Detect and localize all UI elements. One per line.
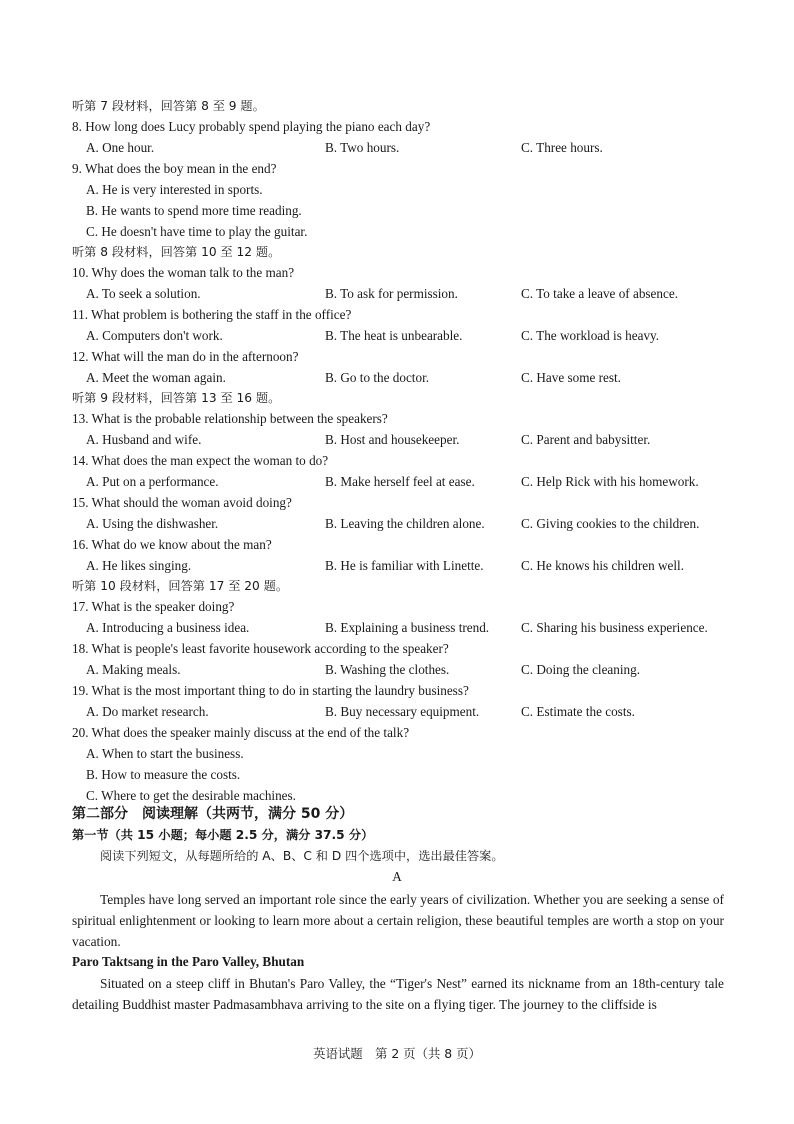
question-12: 12. What will the man do in the afternoon? xyxy=(72,349,299,364)
question-10: 10. Why does the woman talk to the man? xyxy=(72,265,295,280)
option-20b: B. How to measure the costs. xyxy=(86,767,241,782)
question-9: 9. What does the boy mean in the end? xyxy=(72,161,277,176)
passage-subheading: Paro Taktsang in the Paro Valley, Bhutan xyxy=(72,954,305,969)
option-18c: C. Doing the cleaning. xyxy=(521,662,641,677)
option-8a: A. One hour. xyxy=(86,140,155,155)
option-9a: A. He is very interested in sports. xyxy=(86,182,263,197)
option-13a: A. Husband and wife. xyxy=(86,432,202,447)
option-12a: A. Meet the woman again. xyxy=(86,370,226,385)
question-13: 13. What is the probable relationship between the speakers? xyxy=(72,411,388,426)
part-two-title: 第二部分 阅读理解（共两节，满分 50 分） xyxy=(72,806,354,822)
option-20c: C. Where to get the desirable machines. xyxy=(86,788,296,803)
reading-instruction: 阅读下列短文，从每题所给的 A、B、C 和 D 四个选项中，选出最佳答案。 xyxy=(100,849,504,863)
passage-label: A xyxy=(392,869,402,884)
option-19a: A. Do market research. xyxy=(86,704,209,719)
option-16b: B. He is familiar with Linette. xyxy=(325,558,484,573)
question-14: 14. What does the man expect the woman to do? xyxy=(72,453,329,468)
question-11: 11. What problem is bothering the staff in the office? xyxy=(72,307,352,322)
question-18: 18. What is people's least favorite housework according to the speaker? xyxy=(72,641,449,656)
option-12b: B. Go to the doctor. xyxy=(325,370,430,385)
listening-instruction-9: 听第 9 段材料，回答第 13 至 16 题。 xyxy=(72,391,281,405)
option-10c: C. To take a leave of absence. xyxy=(521,286,679,301)
question-8: 8. How long does Lucy probably spend playing the piano each day? xyxy=(72,119,431,134)
listening-instruction-10: 听第 10 段材料，回答第 17 至 20 题。 xyxy=(72,579,289,593)
question-16: 16. What do we know about the man? xyxy=(72,537,272,552)
option-15c: C. Giving cookies to the children. xyxy=(521,516,700,531)
option-10b: B. To ask for permission. xyxy=(325,286,458,301)
option-11a: A. Computers don't work. xyxy=(86,328,223,343)
option-20a: A. When to start the business. xyxy=(86,746,244,761)
option-19c: C. Estimate the costs. xyxy=(521,704,635,719)
option-14b: B. Make herself feel at ease. xyxy=(325,474,475,489)
option-12c: C. Have some rest. xyxy=(521,370,621,385)
question-19: 19. What is the most important thing to do in starting the laundry business? xyxy=(72,683,469,698)
option-16c: C. He knows his children well. xyxy=(521,558,684,573)
option-9b: B. He wants to spend more time reading. xyxy=(86,203,302,218)
option-11b: B. The heat is unbearable. xyxy=(325,328,463,343)
option-18a: A. Making meals. xyxy=(86,662,181,677)
option-19b: B. Buy necessary equipment. xyxy=(325,704,480,719)
option-17a: A. Introducing a business idea. xyxy=(86,620,250,635)
option-16a: A. He likes singing. xyxy=(86,558,192,573)
option-8c: C. Three hours. xyxy=(521,140,603,155)
option-11c: C. The workload is heavy. xyxy=(521,328,660,343)
option-13b: B. Host and housekeeper. xyxy=(325,432,460,447)
option-18b: B. Washing the clothes. xyxy=(325,662,450,677)
listening-instruction-8: 听第 8 段材料，回答第 10 至 12 题。 xyxy=(72,245,281,259)
section-one-title: 第一节（共 15 小题；每小题 2.5 分，满分 37.5 分） xyxy=(72,828,374,842)
question-20: 20. What does the speaker mainly discuss at the end of the talk? xyxy=(72,725,410,740)
option-14c: C. Help Rick with his homework. xyxy=(521,474,699,489)
option-15a: A. Using the dishwasher. xyxy=(86,516,219,531)
option-9c: C. He doesn't have time to play the guitar. xyxy=(86,224,308,239)
option-13c: C. Parent and babysitter. xyxy=(521,432,651,447)
listening-instruction-7: 听第 7 段材料，回答第 8 至 9 题。 xyxy=(72,99,265,113)
page-footer: 英语试题 第 2 页（共 8 页） xyxy=(313,1046,481,1061)
option-17b: B. Explaining a business trend. xyxy=(325,620,490,635)
option-15b: B. Leaving the children alone. xyxy=(325,516,485,531)
passage-paragraph-1: Situated on a steep cliff in Bhutan's Paro Valley, the “Tiger's Nest” earned its nickname from an 18th-century tale detailing Buddhist master Padmasambhava arriving to the site on a flying tiger. The journey to the cliffside is xyxy=(72,976,724,1012)
question-17: 17. What is the speaker doing? xyxy=(72,599,235,614)
option-10a: A. To seek a solution. xyxy=(86,286,201,301)
option-17c: C. Sharing his business experience. xyxy=(521,620,708,635)
passage-intro: Temples have long served an important role since the early years of civilization. Whether you are seeking a sense of spiritual enlightenment or looking to learn more about a certain religion, these beautiful temples are worth a stop on your vacation. xyxy=(72,892,724,949)
option-14a: A. Put on a performance. xyxy=(86,474,219,489)
question-15: 15. What should the woman avoid doing? xyxy=(72,495,292,510)
option-8b: B. Two hours. xyxy=(325,140,400,155)
